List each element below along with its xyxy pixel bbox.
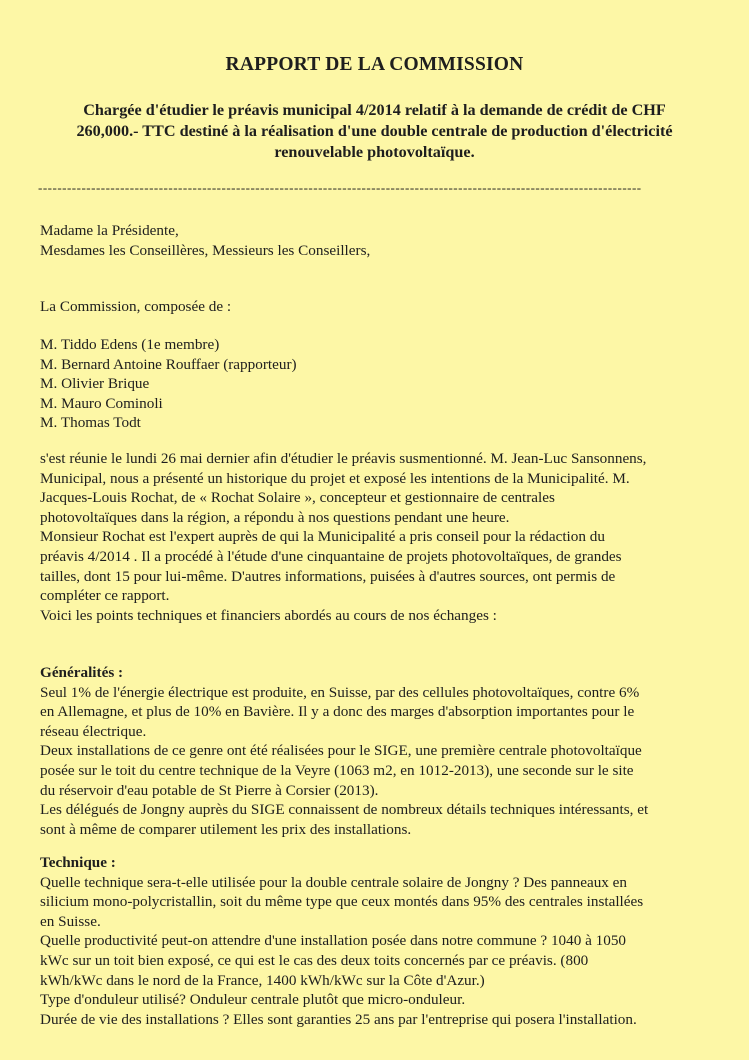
- text-line: photovoltaïques dans la région, a répondu à nos questions pendant une heure.: [40, 508, 510, 526]
- text-line: Municipal, nous a présenté un historique du projet et exposé les intentions de la Municipalité. M.: [40, 469, 630, 487]
- salutation-line: Mesdames les Conseillères, Messieurs les Conseillers,: [40, 241, 371, 259]
- text-line: du réservoir d'eau potable de St Pierre à Corsier (2013).: [40, 781, 379, 799]
- text-line: Monsieur Rochat est l'expert auprès de qui la Municipalité a pris conseil pour la rédaction du: [40, 528, 605, 546]
- report-title: RAPPORT DE LA COMMISSION: [225, 54, 524, 75]
- text-line: Type d'onduleur utilisé? Onduleur centrale plutôt que micro-onduleur.: [40, 991, 466, 1009]
- generalites-section: [40, 663, 720, 839]
- text-line: Jacques-Louis Rochat, de « Rochat Solaire », concepteur et gestionnaire de centrales: [40, 489, 555, 507]
- text-line: Deux installations de ce genre ont été réalisées pour le SIGE, une première centrale photovoltaïque: [40, 742, 642, 760]
- subtitle-line: 260,000.- TTC destiné à la réalisation d'une double centrale de production d'électricité: [76, 122, 673, 140]
- member-item: M. Thomas Todt: [40, 414, 141, 432]
- text-line: Seul 1% de l'énergie électrique est produite, en Suisse, par des cellules photovoltaïques, contre 6%: [40, 683, 640, 701]
- salutation: [40, 221, 720, 260]
- text-line: réseau électrique.: [40, 722, 147, 740]
- text-line: kWc sur un toit bien exposé, ce qui est le cas des deux toits concernés par ce préavis. (800: [40, 951, 589, 969]
- subtitle-line: renouvelable photovoltaïque.: [274, 143, 475, 161]
- text-line: tailles, dont 15 pour lui-même. D'autres informations, puisées à d'autres sources, ont permis de: [40, 567, 616, 585]
- member-list: [40, 335, 720, 433]
- text-line: sont à même de comparer utilement les prix des installations.: [40, 820, 412, 838]
- salutation-line: Madame la Présidente,: [40, 222, 179, 239]
- report-subtitle: [30, 100, 719, 163]
- text-line: silicium mono-polycristallin, soit du même type que ceux montés dans 95% des centrales installées: [40, 893, 644, 911]
- text-line: Quelle technique sera-t-elle utilisée pour la double centrale solaire de Jongny ? Des panneaux en: [40, 873, 628, 891]
- text-line: Durée de vie des installations ? Elles sont garanties 25 ans par l'entreprise qui posera l'installation.: [40, 1010, 637, 1028]
- member-item: M. Tiddo Edens (1e membre): [40, 336, 220, 353]
- dashed-divider: -----------------------------------------------------------------------------------------------------------------------------: [38, 180, 642, 195]
- text-line: en Allemagne, et plus de 10% en Bavière. Il y a donc des marges d'absorption importantes pour le: [40, 703, 635, 721]
- text-line: en Suisse.: [40, 912, 101, 930]
- member-item: M. Mauro Cominoli: [40, 394, 163, 412]
- section-heading-technique: Technique :: [40, 854, 116, 871]
- text-line: kWh/kWc dans le nord de la France, 1400 kWh/kWc sur la Côte d'Azur.): [40, 971, 485, 989]
- member-item: M. Bernard Antoine Rouffaer (rapporteur): [40, 355, 297, 373]
- subtitle-line: Chargée d'étudier le préavis municipal 4/2014 relatif à la demande de crédit de CHF: [83, 101, 666, 119]
- meeting-paragraph: [40, 449, 720, 625]
- technique-section: [40, 853, 720, 1029]
- text-line: compléter ce rapport.: [40, 587, 170, 605]
- commission-intro: [40, 297, 720, 317]
- text-line: posée sur le toit du centre technique de la Veyre (1063 m2, en 1012-2013), une seconde sur le site: [40, 761, 634, 779]
- text-line: Voici les points techniques et financiers abordés au cours de nos échanges :: [40, 606, 497, 624]
- section-heading-generalites: Généralités :: [40, 664, 124, 681]
- text-line: s'est réunie le lundi 26 mai dernier afin d'étudier le préavis susmentionné. M. Jean-Luc Sansonnens,: [40, 450, 647, 467]
- text-line: Les délégués de Jongny auprès du SIGE connaissent de nombreux détails techniques intéressants, et: [40, 801, 649, 819]
- text-line: Quelle productivité peut-on attendre d'une installation posée dans notre commune ? 1040 à 1050: [40, 932, 627, 950]
- text-line: préavis 4/2014 . Il a procédé à l'étude d'une cinquantaine de projets photovoltaïques, de grandes: [40, 547, 622, 565]
- commission-intro-text: La Commission, composée de :: [40, 298, 232, 315]
- member-item: M. Olivier Brique: [40, 375, 150, 393]
